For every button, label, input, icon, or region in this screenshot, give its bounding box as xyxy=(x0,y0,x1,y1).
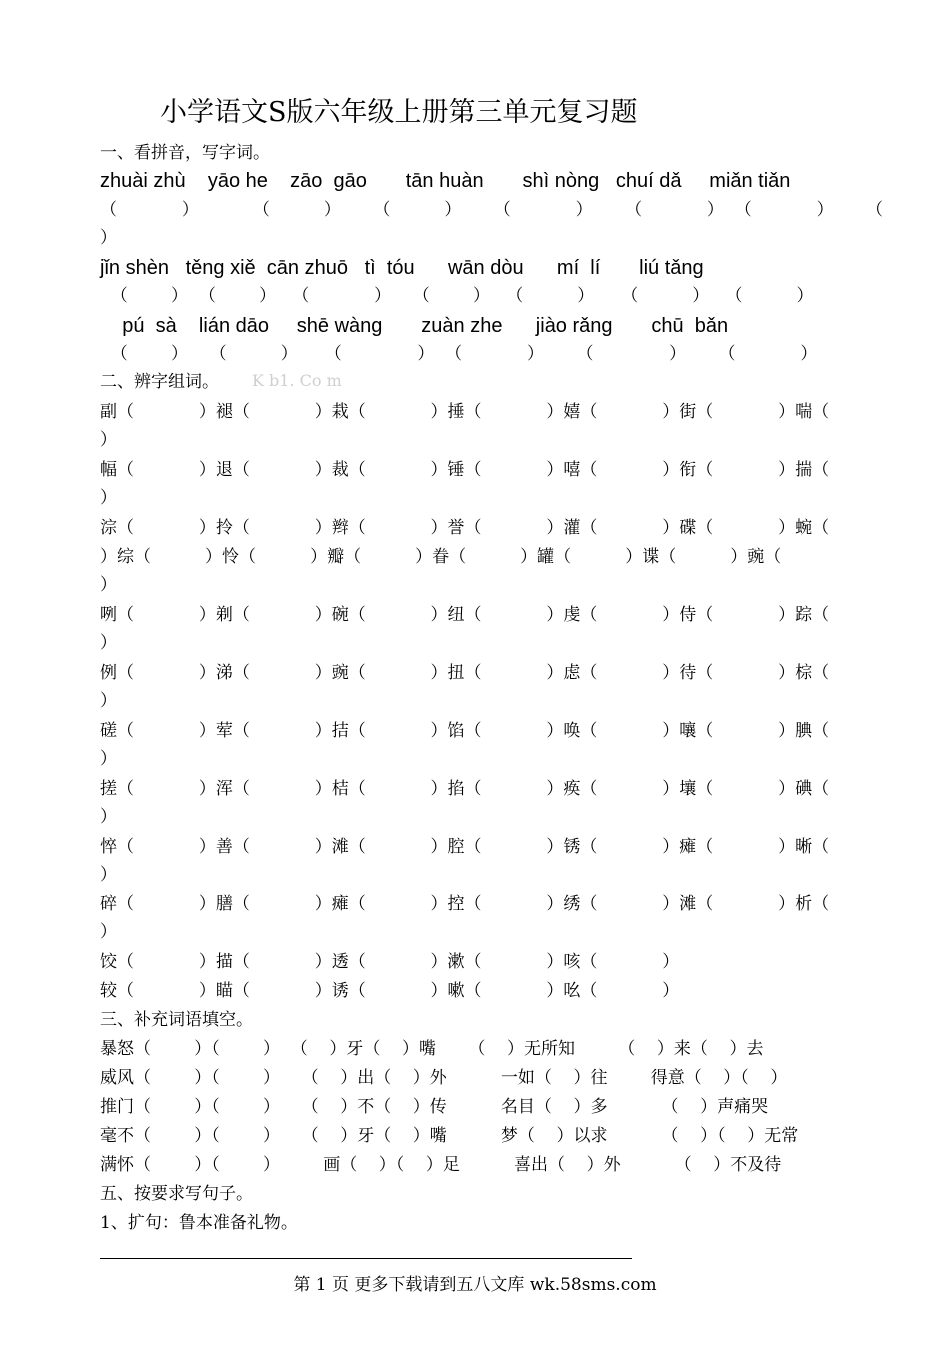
exercise-row: 幅（ ）退（ ）裁（ ）锤（ ）嘻（ ）衔（ ）揣（ xyxy=(100,460,830,480)
section1-heading: 一、看拼音，写字词。 xyxy=(100,143,270,163)
fill-row: 威风（ ）（ ） （ ）出（ ）外 一如（ ）往 得意（ ）（ ） xyxy=(100,1068,788,1088)
pinyin-row: jǐn shèn těng xiě cān zhuō tì tóu wān dòu mí lí liú tǎng xyxy=(100,257,704,279)
exercise-row: ） xyxy=(100,691,117,711)
exercise-row: ） xyxy=(100,633,117,653)
fill-row: 暴怒（ ）（ ） （ ）牙（ ）嘴 （ ）无所知 （ ）来（ ）去 xyxy=(100,1039,764,1059)
exercise-row: ） xyxy=(100,430,117,450)
exercise-row: 副（ ）褪（ ）栽（ ）捶（ ）嬉（ ）街（ ）喘（ xyxy=(100,402,830,422)
exercise-row: ） xyxy=(100,488,117,508)
exercise-row: 磋（ ）荤（ ）拮（ ）馅（ ）唤（ ）嚷（ ）腆（ xyxy=(100,721,830,741)
answer-line xyxy=(100,1258,632,1259)
page-title: 小学语文S版六年级上册第三单元复习题 xyxy=(160,97,638,128)
pinyin-row: zhuài zhù yāo he zāo gāo tān huàn shì nòng chuí dǎ miǎn tiǎn xyxy=(100,170,791,192)
exercise-row: ） xyxy=(100,922,117,942)
fill-row: 毫不（ ）（ ） （ ）牙（ ）嘴 梦（ ）以求 （ ）（ ）无常 xyxy=(100,1126,799,1146)
exercise-row: ） xyxy=(100,575,117,595)
exercise-row: 饺（ ）描（ ）透（ ）漱（ ）咳（ ） xyxy=(100,952,680,972)
blank-row: ） xyxy=(100,228,117,248)
fill-row: 满怀（ ）（ ） 画（ ）（ ）足 喜出（ ）外 （ ）不及待 xyxy=(100,1155,782,1175)
exercise-row: ） xyxy=(100,865,117,885)
exercise-row: ）综（ ）怜（ ）瓣（ ）眷（ ）罐（ ）谍（ ）豌（ xyxy=(100,547,782,567)
question-1: 1、扩句：鲁本准备礼物。 xyxy=(100,1213,298,1233)
pinyin-row: pú sà lián dāo shē wàng zuàn zhe jiào rǎng chū bǎn xyxy=(100,315,729,337)
exercise-row: 淙（ ）拎（ ）辫（ ）誉（ ）灌（ ）碟（ ）蜿（ xyxy=(100,518,830,538)
blank-row: （ ） （ ） （ ） （ ） （ ） （ ） （ xyxy=(100,200,883,220)
exercise-row: 咧（ ）剃（ ）碗（ ）纽（ ）虔（ ）侍（ ）踪（ xyxy=(100,605,830,625)
blank-row: （ ） （ ） （ ） （ ） （ ） （ ） （ ） xyxy=(100,286,814,306)
exercise-row: 搓（ ）浑（ ）桔（ ）掐（ ）痪（ ）壤（ ）碘（ xyxy=(100,779,830,799)
section3-heading: 三、补充词语填空。 xyxy=(100,1010,253,1030)
section5-heading: 五、按要求写句子。 xyxy=(100,1184,253,1204)
blank-row: （ ） （ ） （ ） （ ） （ ） （ ） xyxy=(100,344,818,364)
exercise-row: 碎（ ）膳（ ）瘫（ ）控（ ）绣（ ）滩（ ）析（ xyxy=(100,894,830,914)
page-footer: 第 1 页 更多下载请到五八文库 wk.58sms.com xyxy=(293,1275,657,1295)
exercise-row: ） xyxy=(100,807,117,827)
exercise-row: 悴（ ）善（ ）滩（ ）腔（ ）锈（ ）瘫（ ）晰（ xyxy=(100,837,830,857)
watermark: K b1. Co m xyxy=(252,371,342,390)
exercise-row: ） xyxy=(100,749,117,769)
section2-heading: 二、辨字组词。 xyxy=(100,372,219,392)
exercise-row: 例（ ）涕（ ）豌（ ）扭（ ）虑（ ）待（ ）棕（ xyxy=(100,663,830,683)
fill-row: 推门（ ）（ ） （ ）不（ ）传 名目（ ）多 （ ）声痛哭 xyxy=(100,1097,769,1117)
exercise-row: 较（ ）瞄（ ）诱（ ）嗽（ ）吆（ ） xyxy=(100,981,680,1001)
